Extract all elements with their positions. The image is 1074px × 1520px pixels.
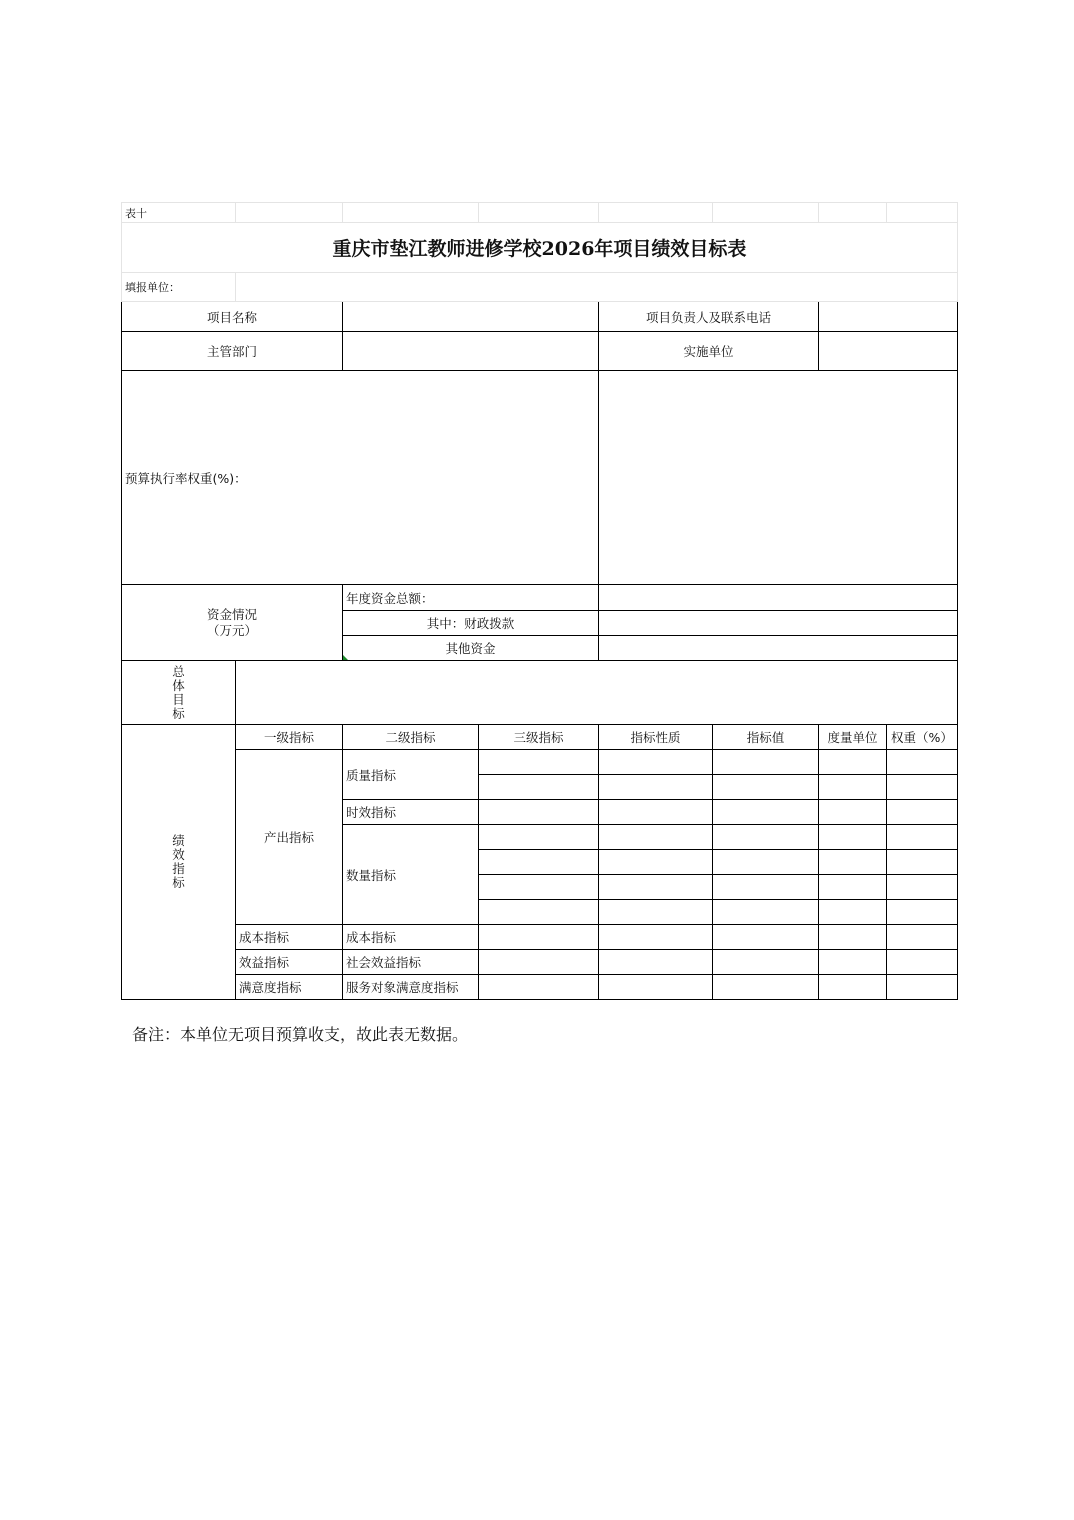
benefit-indicator-l2: 社会效益指标 bbox=[343, 950, 479, 975]
dept-label: 主管部门 bbox=[122, 332, 343, 371]
table-cell[interactable] bbox=[713, 900, 819, 925]
perf-indicators-label: 绩 效 指 标 bbox=[122, 725, 236, 1000]
footnote: 备注：本单位无项目预算收支，故此表无数据。 bbox=[132, 1025, 469, 1044]
table-cell[interactable] bbox=[479, 825, 599, 850]
table-cell[interactable] bbox=[599, 950, 713, 975]
table-cell[interactable] bbox=[713, 975, 819, 1000]
table-cell[interactable] bbox=[599, 925, 713, 950]
table-cell[interactable] bbox=[479, 975, 599, 1000]
satisfaction-indicator-l2: 服务对象满意度指标 bbox=[343, 975, 479, 1000]
performance-target-table bbox=[121, 202, 958, 1000]
table-cell[interactable] bbox=[819, 975, 887, 1000]
fiscal-label: 其中：财政拨款 bbox=[343, 611, 599, 636]
fiscal-value[interactable] bbox=[599, 611, 958, 636]
table-cell[interactable] bbox=[479, 800, 599, 825]
table-cell[interactable] bbox=[887, 775, 958, 800]
other-funds-value[interactable] bbox=[599, 636, 958, 661]
table-cell[interactable] bbox=[713, 775, 819, 800]
table-cell[interactable] bbox=[599, 750, 713, 775]
table-cell[interactable] bbox=[479, 925, 599, 950]
impl-unit-label: 实施单位 bbox=[599, 332, 819, 371]
table-cell[interactable] bbox=[887, 925, 958, 950]
timeliness-indicator-label: 时效指标 bbox=[343, 800, 479, 825]
table-number: 表十 bbox=[122, 203, 236, 223]
table-cell[interactable] bbox=[479, 875, 599, 900]
table-cell[interactable] bbox=[819, 900, 887, 925]
satisfaction-indicator-l1: 满意度指标 bbox=[236, 975, 343, 1000]
table-cell[interactable] bbox=[887, 750, 958, 775]
table-cell[interactable] bbox=[713, 950, 819, 975]
header-level1: 一级指标 bbox=[236, 725, 343, 750]
quality-indicator-label: 质量指标 bbox=[343, 750, 479, 800]
table-cell[interactable] bbox=[819, 800, 887, 825]
table-cell[interactable] bbox=[887, 975, 958, 1000]
budget-weight-label: 预算执行率权重(%)： bbox=[122, 371, 599, 585]
header-unit: 度量单位 bbox=[819, 725, 887, 750]
output-indicator-label: 产出指标 bbox=[236, 750, 343, 925]
table-cell[interactable] bbox=[713, 850, 819, 875]
table-cell[interactable] bbox=[713, 750, 819, 775]
table-cell[interactable] bbox=[887, 875, 958, 900]
overall-goal-label: 总 体 目 标 bbox=[122, 661, 236, 725]
table-cell[interactable] bbox=[713, 875, 819, 900]
table-cell[interactable] bbox=[479, 775, 599, 800]
header-level2: 二级指标 bbox=[343, 725, 479, 750]
impl-unit-value[interactable] bbox=[819, 332, 958, 371]
benefit-indicator-l1: 效益指标 bbox=[236, 950, 343, 975]
project-name-value[interactable] bbox=[343, 302, 599, 332]
table-cell[interactable] bbox=[599, 875, 713, 900]
table-cell[interactable] bbox=[599, 900, 713, 925]
table-cell[interactable] bbox=[599, 800, 713, 825]
header-value: 指标值 bbox=[713, 725, 819, 750]
header-level3: 三级指标 bbox=[479, 725, 599, 750]
cost-indicator-l2: 成本指标 bbox=[343, 925, 479, 950]
fill-unit-value[interactable] bbox=[236, 273, 958, 302]
table-cell[interactable] bbox=[887, 850, 958, 875]
quantity-indicator-label: 数量指标 bbox=[343, 825, 479, 925]
table-cell[interactable] bbox=[599, 850, 713, 875]
table-cell[interactable] bbox=[599, 775, 713, 800]
project-name-label: 项目名称 bbox=[122, 302, 343, 332]
table-cell[interactable] bbox=[819, 825, 887, 850]
table-cell[interactable] bbox=[479, 850, 599, 875]
budget-weight-value[interactable] bbox=[599, 371, 958, 585]
table-cell[interactable] bbox=[479, 750, 599, 775]
table-cell[interactable] bbox=[599, 825, 713, 850]
performance-target-sheet bbox=[121, 202, 957, 1000]
header-weight: 权重（%） bbox=[887, 725, 958, 750]
table-cell[interactable] bbox=[599, 975, 713, 1000]
table-cell[interactable] bbox=[819, 850, 887, 875]
funds-label: 资金情况 （万元） bbox=[122, 585, 343, 661]
table-cell[interactable] bbox=[887, 900, 958, 925]
table-cell[interactable] bbox=[819, 925, 887, 950]
annual-total-label: 年度资金总额： bbox=[343, 585, 599, 611]
table-cell[interactable] bbox=[819, 750, 887, 775]
fill-unit-label: 填报单位： bbox=[122, 273, 236, 302]
header-nature: 指标性质 bbox=[599, 725, 713, 750]
table-cell[interactable] bbox=[713, 825, 819, 850]
dept-value[interactable] bbox=[343, 332, 599, 371]
table-cell[interactable] bbox=[819, 950, 887, 975]
table-cell[interactable] bbox=[713, 925, 819, 950]
table-cell[interactable] bbox=[819, 875, 887, 900]
table-cell[interactable] bbox=[819, 775, 887, 800]
table-cell[interactable] bbox=[887, 825, 958, 850]
other-funds-label: 其他资金 bbox=[343, 636, 599, 661]
overall-goal-value[interactable] bbox=[236, 661, 958, 725]
annual-total-value[interactable] bbox=[599, 585, 958, 611]
table-cell[interactable] bbox=[479, 950, 599, 975]
project-lead-value[interactable] bbox=[819, 302, 958, 332]
table-cell[interactable] bbox=[887, 950, 958, 975]
table-cell[interactable] bbox=[713, 800, 819, 825]
cost-indicator-l1: 成本指标 bbox=[236, 925, 343, 950]
table-cell[interactable] bbox=[887, 800, 958, 825]
page-title: 重庆市垫江教师进修学校2026年项目绩效目标表 bbox=[122, 223, 958, 273]
project-lead-label: 项目负责人及联系电话 bbox=[599, 302, 819, 332]
table-cell[interactable] bbox=[479, 900, 599, 925]
